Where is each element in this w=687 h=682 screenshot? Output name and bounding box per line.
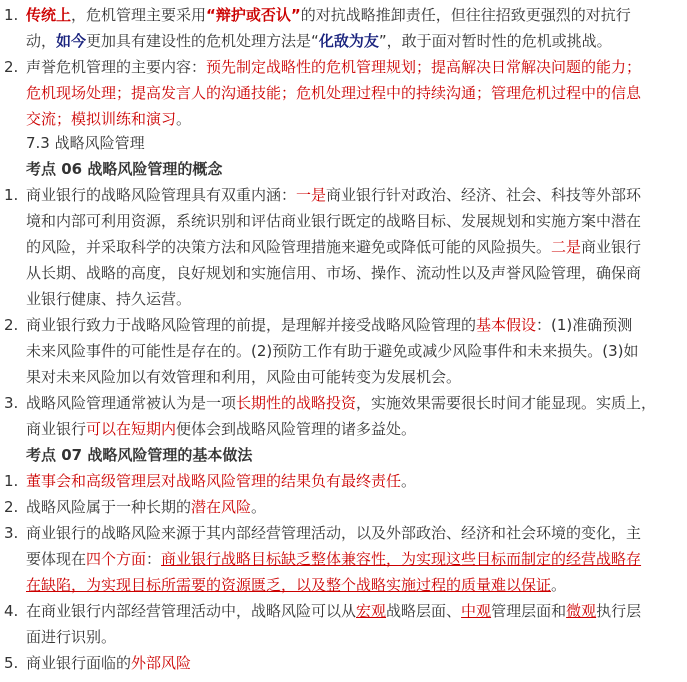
list-number: 1. (4, 186, 19, 204)
section-heading (0, 130, 145, 156)
text-run: 董事会和高级管理层对战略风险管理的结果负有最终责任 (26, 472, 402, 490)
list-number: 1. (4, 472, 19, 490)
list-number: 2. (4, 498, 19, 516)
list-number: 4. (4, 602, 19, 620)
text-run: 面进行识别。 (26, 628, 117, 646)
line-3 (0, 54, 641, 80)
text-run: 潜在风险 (191, 498, 252, 516)
line-20 (0, 494, 266, 520)
text-run: 未来风险事件的可能性是存在的。(2)预防工作有助于避免或减少风险事件和未来损失。(3)如 (26, 342, 639, 360)
text-run: 外部风险 (131, 654, 192, 672)
list-number: 1. (4, 6, 19, 24)
text-run: 预先制定战略性的危机管理规划；提高解决日常解决问题的能力； (206, 58, 642, 76)
text-run: 的风险，并采取科学的决策方法和风险管理措施来避免或降低可能的风险损失。 (26, 238, 552, 256)
text-run: 化敌为友 (318, 32, 379, 50)
text-run: 战略风险管理通常被认为是一项 (26, 394, 237, 412)
text-run: 如今 (56, 32, 87, 50)
text-run: 长期性的战略投资 (236, 394, 357, 412)
line-14 (0, 338, 639, 364)
line-15 (0, 364, 461, 390)
line-17 (0, 416, 416, 442)
topic-heading-07 (0, 442, 252, 468)
line-16 (0, 390, 656, 416)
text-run: 微观 (566, 602, 597, 620)
text-run: 果对未来风险加以有效管理和利用，风险由可能转变为发展机会。 (26, 368, 462, 386)
text-run: 更加具有建设性的危机处理方法是 (86, 32, 312, 50)
text-run: 商业银行针对政治、经济、社会、科技等外部环 (326, 186, 642, 204)
text-run: ” (378, 32, 387, 50)
text-run: 商业银行的战略风险管理具有双重内涵： (26, 186, 297, 204)
line-23 (0, 572, 566, 598)
text-run: ： (146, 550, 162, 568)
text-run: 从长期、战略的高度，良好规划和实施信用、市场、操作、流动性以及声誉风险管理，确保商 (26, 264, 642, 282)
list-number: 2. (4, 316, 19, 334)
line-19 (0, 468, 416, 494)
line-25 (0, 624, 116, 650)
list-number: 3. (4, 394, 19, 412)
topic-title: 考点 07 战略风险管理的基本做法 (26, 446, 253, 464)
text-run: 在缺陷，为实现目标所需要的资源匮乏，以及整个战略实施过程的质量难以保证 (26, 576, 552, 594)
line-21 (0, 520, 641, 546)
list-number: 2. (4, 58, 19, 76)
text-run: 商业银行的战略风险来源于其内部经营管理活动，以及外部政治、经济和社会环境的变化，主 (26, 524, 642, 542)
text-run: 传统上 (26, 6, 72, 24)
text-run: 商业银行 (26, 420, 87, 438)
text-run: ，实施效果需要很长时间才能显现。实质上， (356, 394, 657, 412)
text-run: 基本假设 (476, 316, 537, 334)
text-run: 在商业银行内部经营管理活动中，战略风险可以从 (26, 602, 357, 620)
line-22 (0, 546, 641, 572)
text-run: 管理层面和 (491, 602, 567, 620)
text-run: 声誉危机管理的主要内容： (26, 58, 207, 76)
line-12 (0, 286, 191, 312)
section-title: 7.3 战略风险管理 (26, 134, 145, 152)
text-run: 境和内部可利用资源，系统识别和评估商业银行既定的战略目标、发展规划和实施方案中潜在 (26, 212, 642, 230)
text-run: 战略层面、 (386, 602, 462, 620)
text-run: “ (311, 32, 319, 50)
text-run: 业银行健康、持久运营。 (26, 290, 192, 308)
line-2 (0, 28, 612, 54)
line-9 (0, 208, 641, 234)
text-run: 的对抗战略推卸责任，但往往招致更强烈的对抗行 (300, 6, 631, 24)
text-run: 交流；模拟训练和演习 (26, 110, 177, 128)
text-run: 商业银行战略目标缺乏整体兼容性，为实现这些目标而制定的经营战略存 (161, 550, 642, 568)
text-run: 动， (26, 32, 57, 50)
topic-heading-06 (0, 156, 222, 182)
text-run: 。 (176, 110, 192, 128)
text-run: 商业银行 (581, 238, 642, 256)
text-run: 可以在短期内 (86, 420, 177, 438)
line-4 (0, 80, 641, 106)
text-run: 危机现场处理；提高发言人的沟通技能；危机处理过程中的持续沟通；管理危机过程中的信息 (26, 84, 642, 102)
text-run: 中观 (461, 602, 492, 620)
line-11 (0, 260, 641, 286)
text-run: 商业银行面临的 (26, 654, 132, 672)
line-5 (0, 106, 191, 132)
text-run: 二是 (551, 238, 582, 256)
topic-title: 考点 06 战略风险管理的概念 (26, 160, 223, 178)
text-run: “辩护或否认” (206, 6, 301, 24)
text-run: 。 (401, 472, 417, 490)
line-13 (0, 312, 632, 338)
text-run: ：(1)准确预测 (536, 316, 633, 334)
text-run: 四个方面 (86, 550, 147, 568)
text-run: 战略风险属于一种长期的 (26, 498, 192, 516)
line-24 (0, 598, 641, 624)
line-26 (0, 650, 191, 676)
line-1 (0, 2, 631, 28)
text-run: ，敢于面对暂时性的危机或挑战。 (386, 32, 612, 50)
text-run: ，危机管理主要采用 (71, 6, 207, 24)
text-run: 商业银行致力于战略风险管理的前提，是理解并接受战略风险管理的 (26, 316, 477, 334)
list-number: 3. (4, 524, 19, 542)
text-run: 。 (251, 498, 267, 516)
text-run: 一是 (296, 186, 327, 204)
line-10 (0, 234, 641, 260)
line-8 (0, 182, 641, 208)
text-run: 便体会到战略风险管理的诸多益处。 (176, 420, 417, 438)
list-number: 5. (4, 654, 19, 672)
text-run: 。 (551, 576, 567, 594)
text-run: 要体现在 (26, 550, 87, 568)
text-run: 执行层 (596, 602, 642, 620)
text-run: 宏观 (356, 602, 387, 620)
